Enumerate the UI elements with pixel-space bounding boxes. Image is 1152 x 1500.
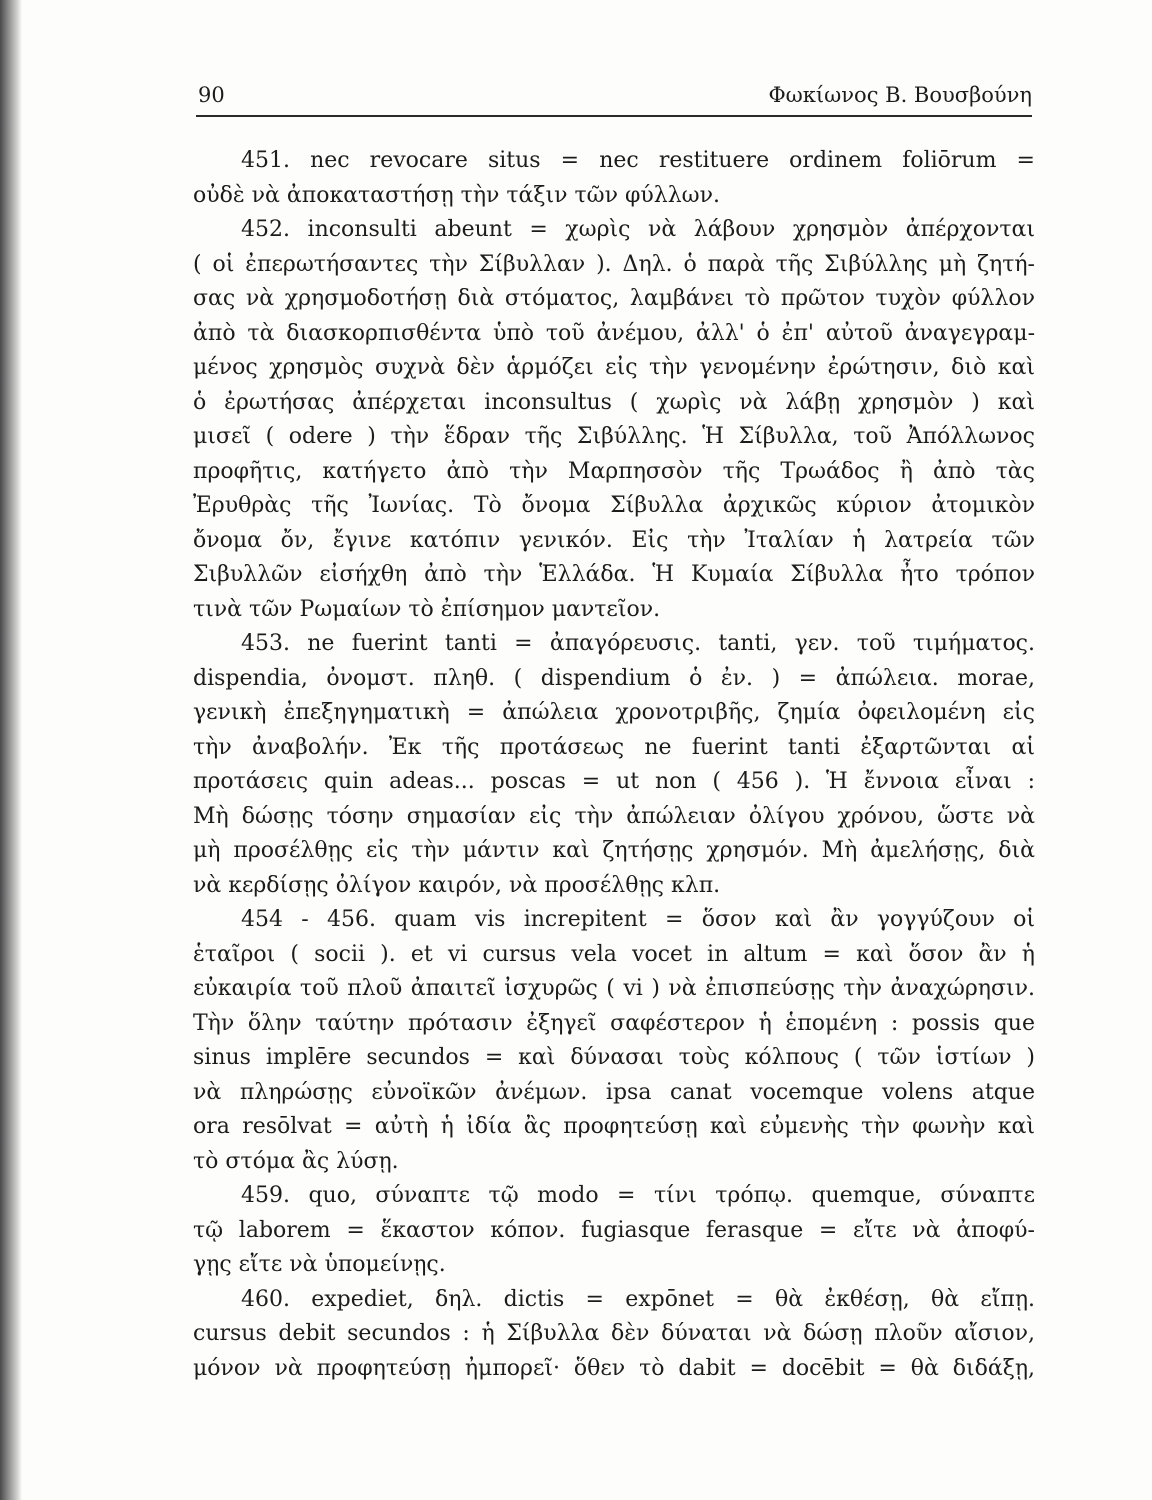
text-line: ἀπὸ τὰ διασκορπισθέντα ὑπὸ τοῦ ἀνέμου, ἀλλ' ὁ ἐπ' αὐτοῦ ἀναγεγραμ- xyxy=(193,320,1035,346)
text-line: γῃς εἴτε νὰ ὑπομείνῃς. xyxy=(193,1252,446,1277)
page-number: 90 xyxy=(198,83,225,107)
text-line: Ἐρυθρὰς τῆς Ἰωνίας. Τὸ ὄνομα Σίβυλλα ἀρχικῶς κύριον ἀτομικὸν xyxy=(193,493,1035,518)
text-line: εὐκαιρία τοῦ πλοῦ ἀπαιτεῖ ἰσχυρῶς ( vi ) νὰ ἐπισπεύσῃς τὴν ἀναχώρησιν. xyxy=(193,976,1035,1001)
header-rule xyxy=(196,115,1032,117)
commentary-text xyxy=(193,144,1035,1386)
text-line: ( οἱ ἐπερωτήσαντες τὴν Σίβυλλαν ). Δηλ. ὁ παρὰ τῆς Σιβύλλης μὴ ζητή- xyxy=(193,251,1035,277)
text-line: sinus implēre secundos = καὶ δύνασαι τοὺς κόλπους ( τῶν ἱστίων ) xyxy=(193,1045,1035,1070)
text-line: προφῆτις, κατήγετο ἀπὸ τὴν Μαρπησσὸν τῆς Τρωάδος ἢ ἀπὸ τὰς xyxy=(193,458,1035,484)
text-line: νὰ πληρώσῃς εὐνοϊκῶν ἀνέμων. ipsa canat vocemque volens atque xyxy=(193,1079,1035,1105)
text-line: μὴ προσέλθῃς εἰς τὴν μάντιν καὶ ζητήσῃς χρησμόν. Μὴ ἀμελήσῃς, διὰ xyxy=(193,838,1035,863)
text-line: ὄνομα ὄν, ἔγινε κατόπιν γενικόν. Εἰς τὴν Ἰταλίαν ἡ λατρεία τῶν xyxy=(193,527,1035,553)
text-line: ὁ ἐρωτήσας ἀπέρχεται inconsultus ( χωρὶς νὰ λάβῃ χρησμὸν ) καὶ xyxy=(193,389,1035,415)
text-line: τῷ laborem = ἕκαστον κόπον. fugiasque ferasque = εἴτε νὰ ἀποφύ- xyxy=(193,1217,1035,1243)
text-line: προτάσεις quin adeas... poscas = ut non ( 456 ). Ἡ ἔννοια εἶναι : xyxy=(193,769,1035,794)
text-line: μισεῖ ( odere ) τὴν ἕδραν τῆς Σιβύλλης. Ἡ Σίβυλλα, τοῦ Ἀπόλλωνος xyxy=(193,424,1035,449)
text-line: μόνον νὰ προφητεύσῃ ἠμπορεῖ· ὅθεν τὸ dabit = docēbit = θὰ διδάξῃ, xyxy=(193,1355,1035,1381)
text-line: ora resōlvat = αὐτὴ ἡ ἰδία ἂς προφητεύσῃ καὶ εὐμενὴς τὴν φωνὴν καὶ xyxy=(193,1114,1035,1139)
text-line: 454 - 456. quam vis increpitent = ὅσον καὶ ἂν γογγύζουν οἱ xyxy=(241,907,1035,932)
text-line: 459. quo, σύναπτε τῷ modo = τίνι τρόπῳ. quemque, σύναπτε xyxy=(241,1183,1035,1208)
text-line: οὐδὲ νὰ ἀποκαταστήσῃ τὴν τάξιν τῶν φύλλων. xyxy=(193,182,720,208)
text-line: dispendia, ὀνομστ. πληθ. ( dispendium ὁ ἐν. ) = ἀπώλεια. morae, xyxy=(193,665,1035,691)
text-line: γενικὴ ἐπεξηγηματικὴ = ἀπώλεια χρονοτριβῆς, ζημία ὀφειλομένη εἰς xyxy=(193,700,1035,725)
text-line: Σιβυλλῶν εἰσήχθη ἀπὸ τὴν Ἑλλάδα. Ἡ Κυμαία Σίβυλλα ἦτο τρόπον xyxy=(193,562,1035,587)
text-line: Μὴ δώσῃς τόσην σημασίαν εἰς τὴν ἀπώλειαν ὀλίγου χρόνου, ὥστε νὰ xyxy=(193,803,1035,829)
text-line: σας νὰ χρησμοδοτήσῃ διὰ στόματος, λαμβάνει τὸ πρῶτον τυχὸν φύλλον xyxy=(193,286,1035,311)
text-line: τινὰ τῶν Ρωμαίων τὸ ἐπίσημον μαντεῖον. xyxy=(193,596,661,622)
text-line: ἑταῖροι ( socii ). et vi cursus vela vocet in altum = καὶ ὅσον ἂν ἡ xyxy=(193,941,1035,967)
page-binding-shadow xyxy=(0,0,22,1500)
text-line: νὰ κερδίσῃς ὀλίγον καιρόν, νὰ προσέλθῃς κλπ. xyxy=(193,872,721,898)
text-line: Τὴν ὅλην ταύτην πρότασιν ἐξηγεῖ σαφέστερον ἡ ἑπομένη : possis que xyxy=(193,1010,1035,1036)
running-title: Φωκίωνος Β. Βουσβούνη xyxy=(768,83,1032,107)
text-line: τὴν ἀναβολήν. Ἐκ τῆς προτάσεως ne fuerint tanti ἐξαρτῶνται αἱ xyxy=(193,734,1035,760)
text-line: μένος χρησμὸς συχνὰ δὲν ἁρμόζει εἰς τὴν γενομένην ἐρώτησιν, διὸ καὶ xyxy=(193,355,1035,380)
text-line: 453. ne fuerint tanti = ἀπαγόρευσις. tanti, γεν. τοῦ τιμήματος. xyxy=(241,631,1035,656)
page-header xyxy=(196,80,1032,114)
text-line: cursus debit secundos : ἡ Σίβυλλα δὲν δύναται νὰ δώσῃ πλοῦν αἴσιον, xyxy=(193,1321,1035,1346)
text-line: 452. inconsulti abeunt = χωρὶς νὰ λάβουν χρησμὸν ἀπέρχονται xyxy=(241,217,1035,242)
text-line: 451. nec revocare situs = nec restituere ordinem foliōrum = xyxy=(241,148,1035,173)
text-line: 460. expediet, δηλ. dictis = expōnet = θὰ ἐκθέσῃ, θὰ εἴπῃ. xyxy=(241,1286,1035,1312)
text-line: τὸ στόμα ἂς λύσῃ. xyxy=(193,1148,399,1174)
